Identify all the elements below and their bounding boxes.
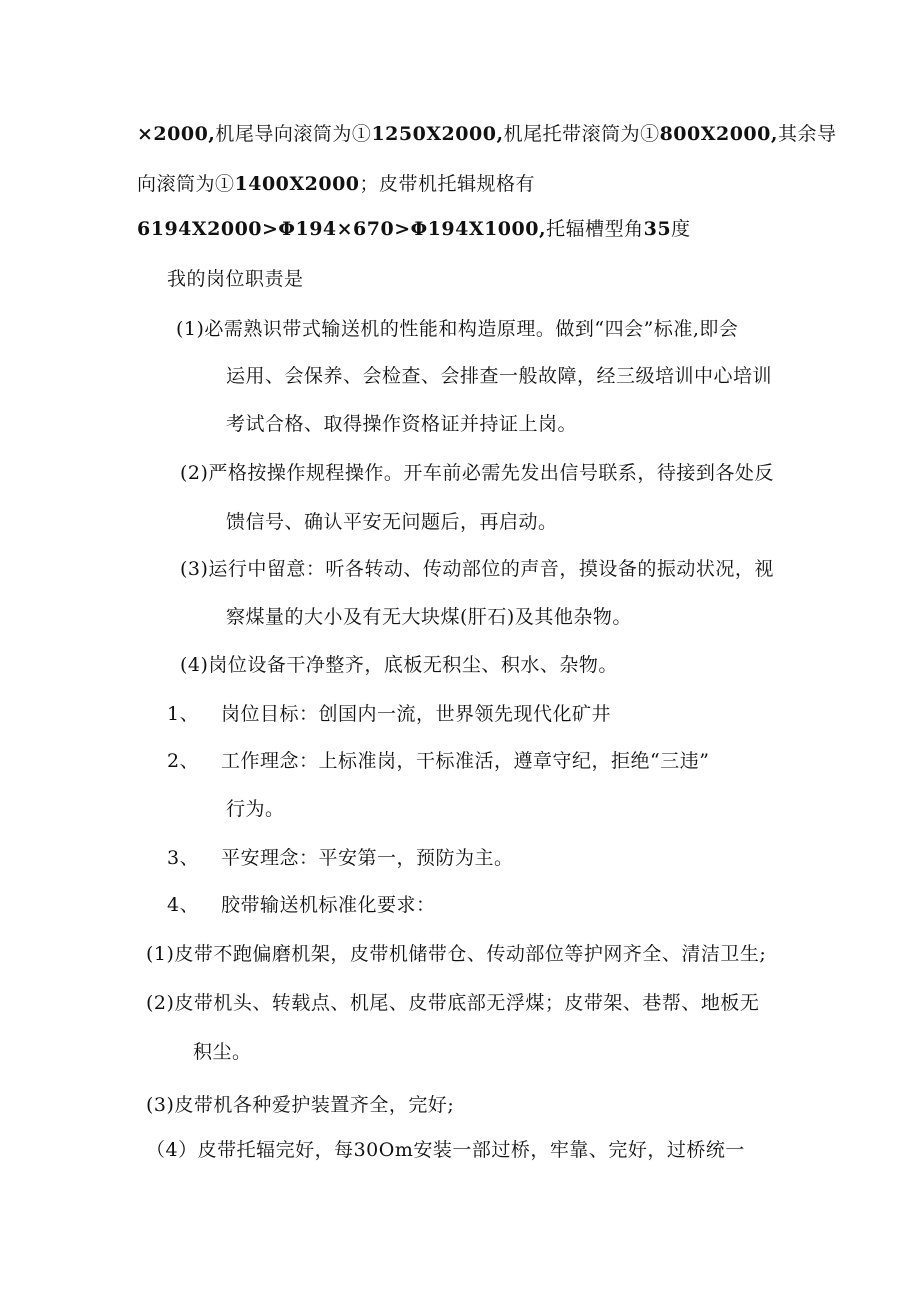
item-text: 岗位目标：创国内一流，世界领先现代化矿井 [221, 703, 612, 725]
item-number: 2、 [167, 750, 200, 772]
numbered-item-4 [167, 893, 436, 917]
numbered-item-2 [167, 749, 709, 773]
spec-text: ；皮带机托辑规格有 [359, 173, 536, 195]
spec-text: 1250X2000, [371, 123, 504, 145]
item-text: 平安理念：平安第一，预防为主。 [221, 847, 514, 869]
spec-text: 度 [671, 218, 691, 240]
numbered-item-1 [167, 702, 611, 726]
duty-2-line-1: (2)严格按操作规程操作。开车前必需先发出信号联系，待接到各处反 [180, 462, 774, 484]
item-text: 工作理念：上标准岗，干标准活，遵章守纪，拒绝“三违” [221, 750, 710, 772]
duty-1-line-3: 考试合格、取得操作资格证并持证上岗。 [226, 413, 578, 435]
duty-1-line-2: 运用、会保养、会检查、会排查一般故障，经三级培训中心培训 [226, 365, 773, 387]
requirement-3: (3)皮带机各种爱护装置齐全，完好; [146, 1094, 455, 1116]
requirement-2-line-2: 积尘。 [193, 1041, 252, 1063]
spec-line-1 [137, 122, 837, 146]
spec-text: 向滚筒为① [137, 173, 235, 195]
spec-text: 800X2000, [659, 123, 778, 145]
spec-text: 机尾托带滚筒为① [503, 123, 660, 145]
spec-text: 其余导 [777, 123, 837, 145]
requirement-1: (1)皮带不跑偏磨机架，皮带机储带仓、传动部位等护网齐全、清洁卫生; [146, 943, 767, 965]
spec-text: ×2000, [137, 123, 216, 145]
requirement-2-line-1: (2)皮带机头、转载点、机尾、皮带底部无浮煤；皮带架、巷帮、地板无 [146, 992, 760, 1014]
spec-text: 35 [643, 218, 672, 240]
duties-heading: 我的岗位职责是 [167, 268, 304, 290]
item-text: 胶带输送机标准化要求： [221, 894, 436, 916]
spec-text: 机尾导向滚筒为① [215, 123, 372, 145]
spec-line-2 [137, 172, 535, 196]
spec-line-3 [137, 217, 691, 241]
item-number: 1、 [167, 703, 200, 725]
duty-3-line-1: (3)运行中留意：听各转动、传动部位的声音，摸设备的振动状况，视 [180, 558, 774, 580]
spec-text: 托辐槽型角 [546, 218, 644, 240]
duty-2-line-2: 馈信号、确认平安无问题后，再启动。 [226, 511, 558, 533]
numbered-item-3 [167, 846, 514, 870]
item-number: 3、 [167, 847, 200, 869]
spec-text: 6194X2000>Φ194×670>Φ194X1000, [137, 218, 547, 240]
duty-1-line-1: (1)必需熟识带式输送机的性能和构造原理。做到“四会”标准,即会 [176, 318, 739, 340]
item-number: 4、 [167, 894, 200, 916]
requirement-4: （4）皮带托辐完好，每30Om安装一部过桥，牢靠、完好，过桥统一 [146, 1139, 745, 1161]
duty-3-line-2: 察煤量的大小及有无大块煤(肝石)及其他杂物。 [226, 606, 632, 628]
numbered-item-2-cont: 行为。 [226, 798, 285, 820]
duty-4-line-1: (4)岗位设备干净整齐，底板无积尘、积水、杂物。 [180, 654, 618, 676]
spec-text: 1400X2000 [234, 173, 360, 195]
